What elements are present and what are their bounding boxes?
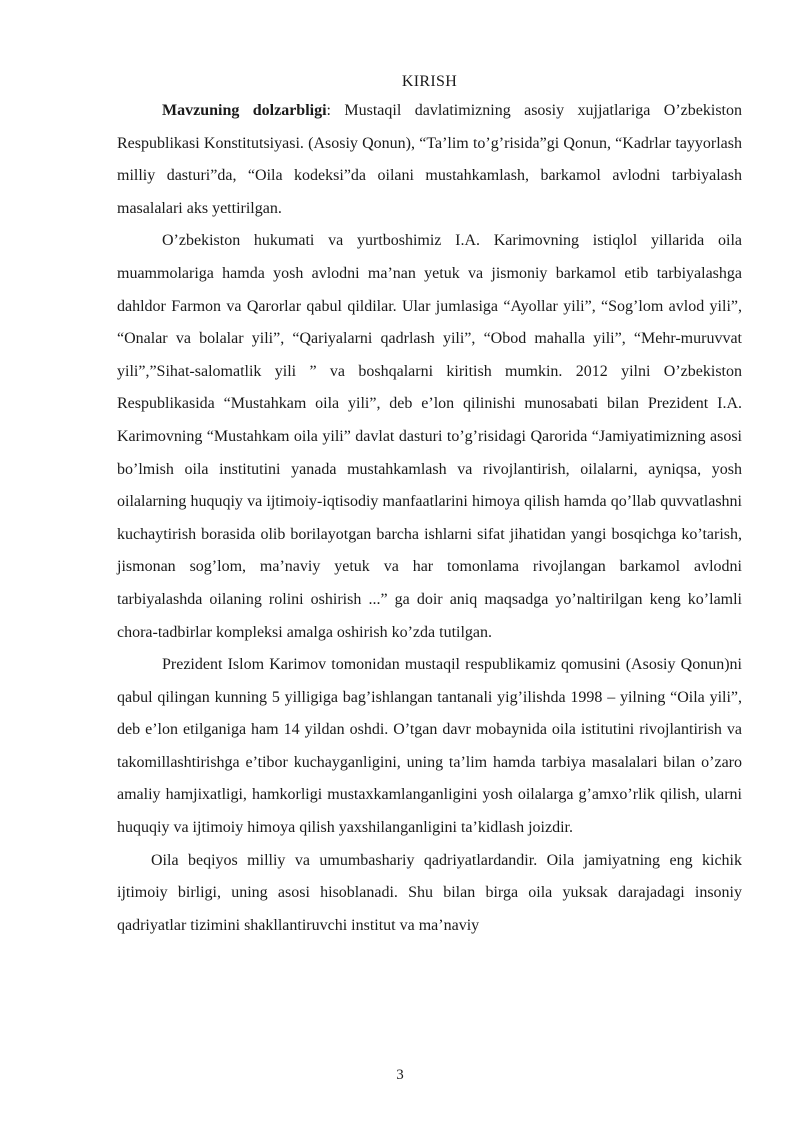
paragraph-lead: Mavzuning dolzarbligi bbox=[162, 102, 327, 119]
section-heading: KIRISH bbox=[401, 73, 458, 90]
document-page bbox=[117, 72, 742, 942]
paragraph-relevance bbox=[117, 95, 742, 225]
page-number: 3 bbox=[396, 1067, 404, 1083]
paragraph-family-values: Oila beqiyos milliy va umumbashariy qadriyatlardandir. Oila jamiyatning eng kichik ijtimoiy birligi, uning asosi hisoblanadi. Shu bilan birga oila yuksak darajadagi insoniy qadriyatlar tizimini shakllantiruvchi institut va ma’naviy bbox=[117, 851, 742, 934]
paragraph-text: : Mustaqil davlatimizning asosiy xujjatlariga O’zbekiston Respublikasi Konstitutsiyasi. (Asosiy Qonun), “Ta’lim to’g’risida”gi Qonun, “Kadrlar tayyorlash milliy dasturi”da, “Oila kodeksi”da oilani mustahkamlash, barkamol avlodni tarbiyalash masalalari aks yettirilgan. bbox=[117, 102, 743, 217]
paragraph-president: Prezident Islom Karimov tomonidan mustaqil respublikamiz qomusini (Asosiy Qonun)ni qabul qilingan kunning 5 yilligiga bag’ishlangan tantanali yig’ilishda 1998 – yilning “Oila yili”, deb e’lon etilganiga ham 14 yildan oshdi. O’tgan davr mobaynida oila istitutini rivojlantirish va takomillashtirishga e’tibor kuchayganligini, uning ta’lim hamda tarbiya masalalari bilan o’zaro amaliy hamjixatligi, hamkorligi mustaxkamlanganligini yosh oilalarga g’amxo’rlik qilish, ularni huquqiy va ijtimoiy himoya qilish yaxshilanganligini ta’kidlash joizdir. bbox=[117, 656, 742, 837]
paragraph-government: O’zbekiston hukumati va yurtboshimiz I.A. Karimovning istiqlol yillarida oila muammolariga hamda yosh avlodni ma’nan yetuk va jismoniy barkamol etib tarbiyalashga dahldor Farmon va Qarorlar qabul qildilar. Ular jumlasiga “Ayollar yili”, “Sog’lom avlod yili”, “Onalar va bolalar yili”, “Qariyalarni qadrlash yili”, “Obod mahalla yili”, “Mehr-muruvvat yili”,”Sihat-salomatlik yili ” va boshqalarni kiritish mumkin. 2012 yilni O’zbekiston Respublikasida “Mustahkam oila yili”, deb e’lon qilinishi munosabati bilan Prezident I.A. Karimovning “Mustahkam oila yili” davlat dasturi to’g’risidagi Qarorida “Jamiyatimizning asosi bo’lmish oila institutini yanada mustahkamlash va rivojlantirish, oilalarni, ayniqsa, yosh oilalarning huquqiy va ijtimoiy-iqtisodiy manfaatlarini himoya qilish hamda qo’llab quvvatlashni kuchaytirish borasida olib borilayotgan barcha ishlarni sifat jihatidan yangi bosqichga ko’tarish, jismonan sog’lom, ma’naviy yetuk va har tomonlama rivojlangan barkamol avlodni tarbiyalashda oilaning rolini oshirish ...” ga doir aniq maqsadga yo’naltirilgan keng ko’lamli chora-tadbirlar kompleksi amalga oshirish ko’zda tutilgan. bbox=[117, 232, 742, 641]
